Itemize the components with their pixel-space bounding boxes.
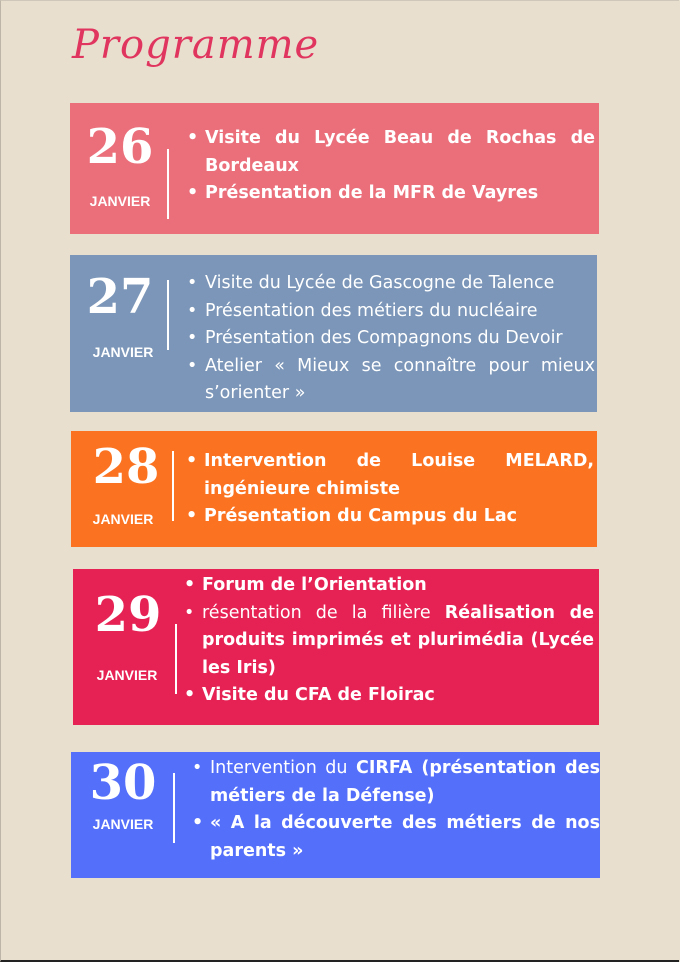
activity-item: • Atelier « Mieux se connaître pour mieux s’orienter » <box>185 353 595 408</box>
activity-list <box>190 755 600 865</box>
day-29-box <box>73 569 599 725</box>
day-30-box <box>71 752 600 878</box>
activity-list <box>184 448 594 531</box>
activity-list <box>182 572 594 710</box>
activity-list <box>185 125 595 208</box>
day-number: 26 <box>86 119 154 175</box>
page-title: Programme <box>72 22 320 68</box>
day-number: 29 <box>94 587 162 643</box>
activity-item: • Présentation de la MFR de Vayres <box>185 180 595 208</box>
day-month: JANVIER <box>92 344 154 360</box>
activity-list <box>185 270 595 408</box>
day-month: JANVIER <box>92 511 154 527</box>
day-26-box <box>70 103 599 234</box>
activity-text-bold: Réalisation de produits imprimés et plurimédia (Lycée les Iris) <box>202 602 594 678</box>
activity-item: • Présentation des métiers du nucléaire <box>185 298 595 326</box>
day-27-box <box>70 255 597 412</box>
day-month: JANVIER <box>89 193 151 209</box>
activity-item: • Visite du Lycée de Gascogne de Talence <box>185 270 595 298</box>
activity-item: • Présentation des Compagnons du Devoir <box>185 325 595 353</box>
activity-item <box>182 600 594 683</box>
divider-line <box>167 280 169 350</box>
day-number: 28 <box>92 439 160 495</box>
activity-item <box>190 755 600 810</box>
activity-item: • Intervention de Louise MELARD, ingénieure chimiste <box>184 448 594 503</box>
activity-item: • « A la découverte des métiers de nos parents » <box>190 810 600 865</box>
activity-item: • Visite du Lycée Beau de Rochas de Bordeaux <box>185 125 595 180</box>
divider-line <box>167 149 169 219</box>
day-number: 30 <box>89 755 157 811</box>
activity-item: • Forum de l’Orientation <box>182 572 594 600</box>
day-28-box <box>71 431 597 547</box>
day-month: JANVIER <box>92 816 154 832</box>
activity-text-bold: CIRFA (présentation des métiers de la Défense) <box>210 758 600 806</box>
activity-item: • Visite du CFA de Floirac <box>182 682 594 710</box>
activity-item: • Présentation du Campus du Lac <box>184 503 594 531</box>
activity-text: résentation de la filière <box>202 602 445 623</box>
divider-line <box>173 773 175 843</box>
divider-line <box>172 451 174 521</box>
divider-line <box>175 624 177 694</box>
day-month: JANVIER <box>96 667 158 683</box>
day-number: 27 <box>86 269 154 325</box>
activity-text: Intervention du <box>210 758 357 778</box>
